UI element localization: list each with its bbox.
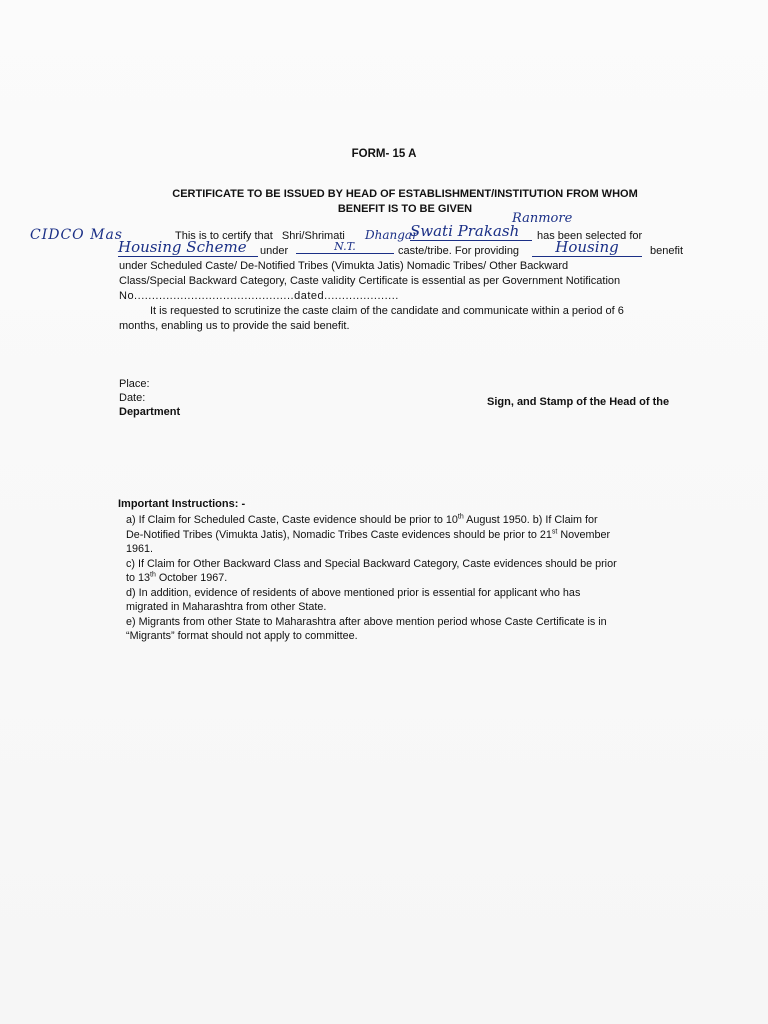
instructions-heading: Important Instructions: -: [118, 498, 246, 510]
body-line-4: Class/Special Backward Category, Caste validity Certificate is essential as per Government Notification: [119, 275, 621, 287]
body-line-7: months, enabling us to provide the said benefit.: [119, 320, 350, 332]
certificate-title-line1: CERTIFICATE TO BE ISSUED BY HEAD OF ESTABLISHMENT/INSTITUTION FROM WHOM: [172, 188, 638, 200]
sign-stamp-label: Sign, and Stamp of the Head of the: [487, 396, 670, 408]
body-line-3: under Scheduled Caste/ De-Notified Tribes (Vimukta Jatis) Nomadic Tribes/ Other Backward: [119, 260, 569, 272]
instruction-a-line3: 1961.: [126, 543, 154, 555]
handwritten-caste: Dhangar: [365, 228, 418, 242]
handwritten-surname: Ranmore: [512, 211, 573, 226]
department-label: Department: [119, 406, 181, 418]
instruction-e-line2: “Migrants” format should not apply to committee.: [126, 630, 358, 642]
instruction-e-line1: e) Migrants from other State to Maharashtra after above mention period whose Caste Certificate is in: [126, 615, 607, 628]
instruction-c-line2: to 13th October 1967.: [126, 571, 228, 584]
line1-text-b: Shri/Shrimati: [281, 230, 345, 242]
line2-text-a: under: [260, 245, 289, 257]
instructions-list: [126, 513, 688, 644]
place-label: Place:: [119, 378, 150, 390]
instruction-c-line1: c) If Claim for Other Backward Class and Special Backward Category, Caste evidences should be prior: [126, 557, 617, 570]
notification-date-blank: ...................: [331, 290, 399, 302]
body-line-5: [119, 289, 399, 304]
instruction-d-line1: d) In addition, evidence of residents of above mentioned prior is essential for applicant who has: [126, 586, 581, 599]
line1-text-a: This is to certify that: [175, 230, 273, 242]
handwritten-benefit: Housing: [532, 238, 642, 257]
notification-no: No..: [119, 290, 142, 302]
line2-text-b: caste/tribe. For providing: [398, 245, 520, 257]
line1-text-c: has been selected for: [537, 230, 643, 242]
line2-text-c: benefit: [650, 245, 684, 257]
instruction-a-line2: De-Notified Tribes (Vimukta Jatis), Nomadic Tribes Caste evidences should be prior to 21st November: [126, 527, 611, 541]
instruction-a-line1: a) If Claim for Scheduled Caste, Caste evidence should be prior to 10th August 1950. b) If Claim for: [126, 513, 598, 526]
certificate-title-line2: BENEFIT IS TO BE GIVEN: [337, 203, 473, 215]
handwritten-name: Swati Prakash: [410, 222, 532, 241]
handwritten-org: CIDCO Mas: [30, 227, 123, 243]
body-line-6: It is requested to scrutinize the caste claim of the candidate and communicate within a period of 6: [150, 305, 624, 317]
instruction-d-line2: migrated in Maharashtra from other State.: [126, 601, 327, 613]
form-number: FORM- 15 A: [351, 148, 417, 160]
notification-dated: ...........................................dated..: [141, 290, 332, 302]
certificate-title: [140, 187, 670, 217]
date-label: Date:: [119, 392, 146, 404]
handwritten-category: N.T.: [296, 240, 394, 254]
handwritten-scheme: Housing Scheme: [118, 238, 258, 257]
